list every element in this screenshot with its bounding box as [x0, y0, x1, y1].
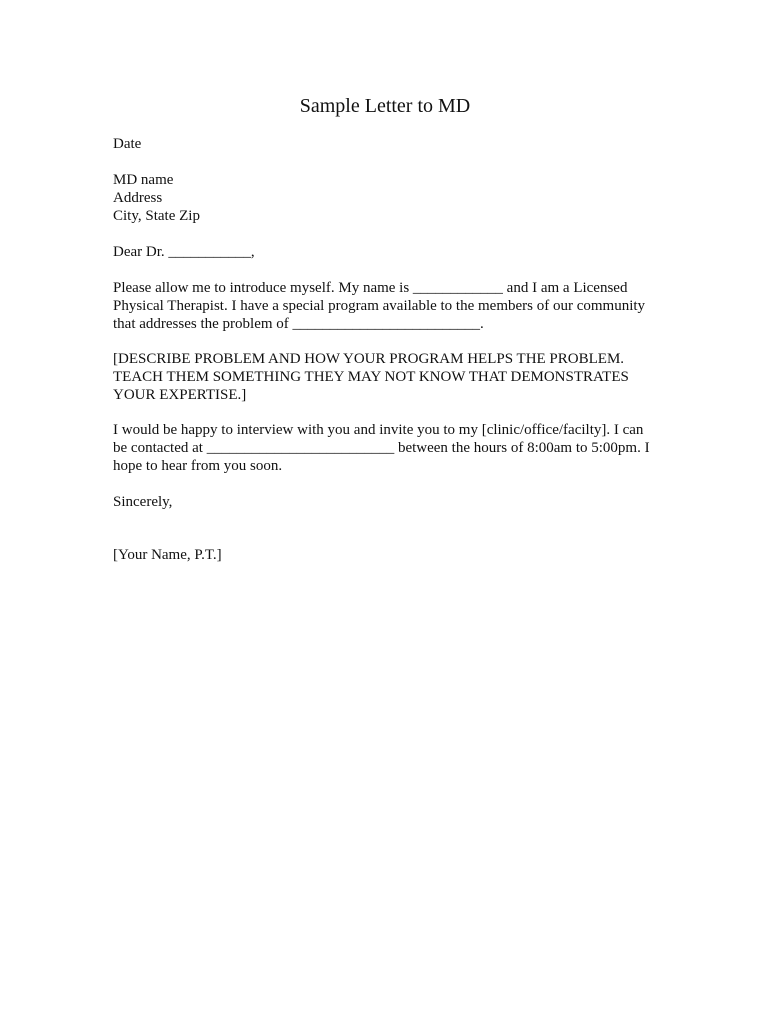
interview-line-2: be contacted at _________________________ between the hours of 8:00am to 5:00pm. I — [113, 440, 650, 456]
problem-line-3: YOUR EXPERTISE.] — [113, 387, 247, 403]
address-line-md-name: MD name — [113, 172, 174, 188]
address-line-address: Address — [113, 190, 163, 206]
letter-title: Sample Letter to MD — [299, 95, 471, 117]
introduction-line-1: Please allow me to introduce myself. My name is ____________ and I am a Licensed — [113, 280, 628, 296]
salutation — [113, 243, 673, 261]
problem-line-2: TEACH THEM SOMETHING THEY MAY NOT KNOW THAT DEMONSTRATES — [113, 369, 629, 385]
signature — [113, 546, 673, 564]
interview-line-3: hope to hear from you soon. — [113, 458, 283, 474]
introduction-line-2: Physical Therapist. I have a special program available to the members of our community — [113, 298, 646, 314]
interview-request-paragraph — [113, 421, 673, 475]
problem-line-1: [DESCRIBE PROBLEM AND HOW YOUR PROGRAM HELPS THE PROBLEM. — [113, 351, 625, 367]
signature-text: [Your Name, P.T.] — [113, 547, 222, 563]
salutation-text: Dear Dr. ___________, — [113, 244, 255, 260]
date-text: Date — [113, 136, 142, 152]
introduction-line-3: that addresses the problem of _________________________. — [113, 316, 484, 332]
introduction-paragraph — [113, 279, 673, 333]
closing — [113, 493, 673, 511]
date-line — [113, 135, 673, 153]
problem-description-paragraph — [113, 350, 673, 404]
address-line-city-state-zip: City, State Zip — [113, 208, 200, 224]
closing-text: Sincerely, — [113, 494, 173, 510]
recipient-address-block — [113, 171, 673, 225]
interview-line-1: I would be happy to interview with you and invite you to my [clinic/office/facilty]. I can — [113, 422, 644, 438]
